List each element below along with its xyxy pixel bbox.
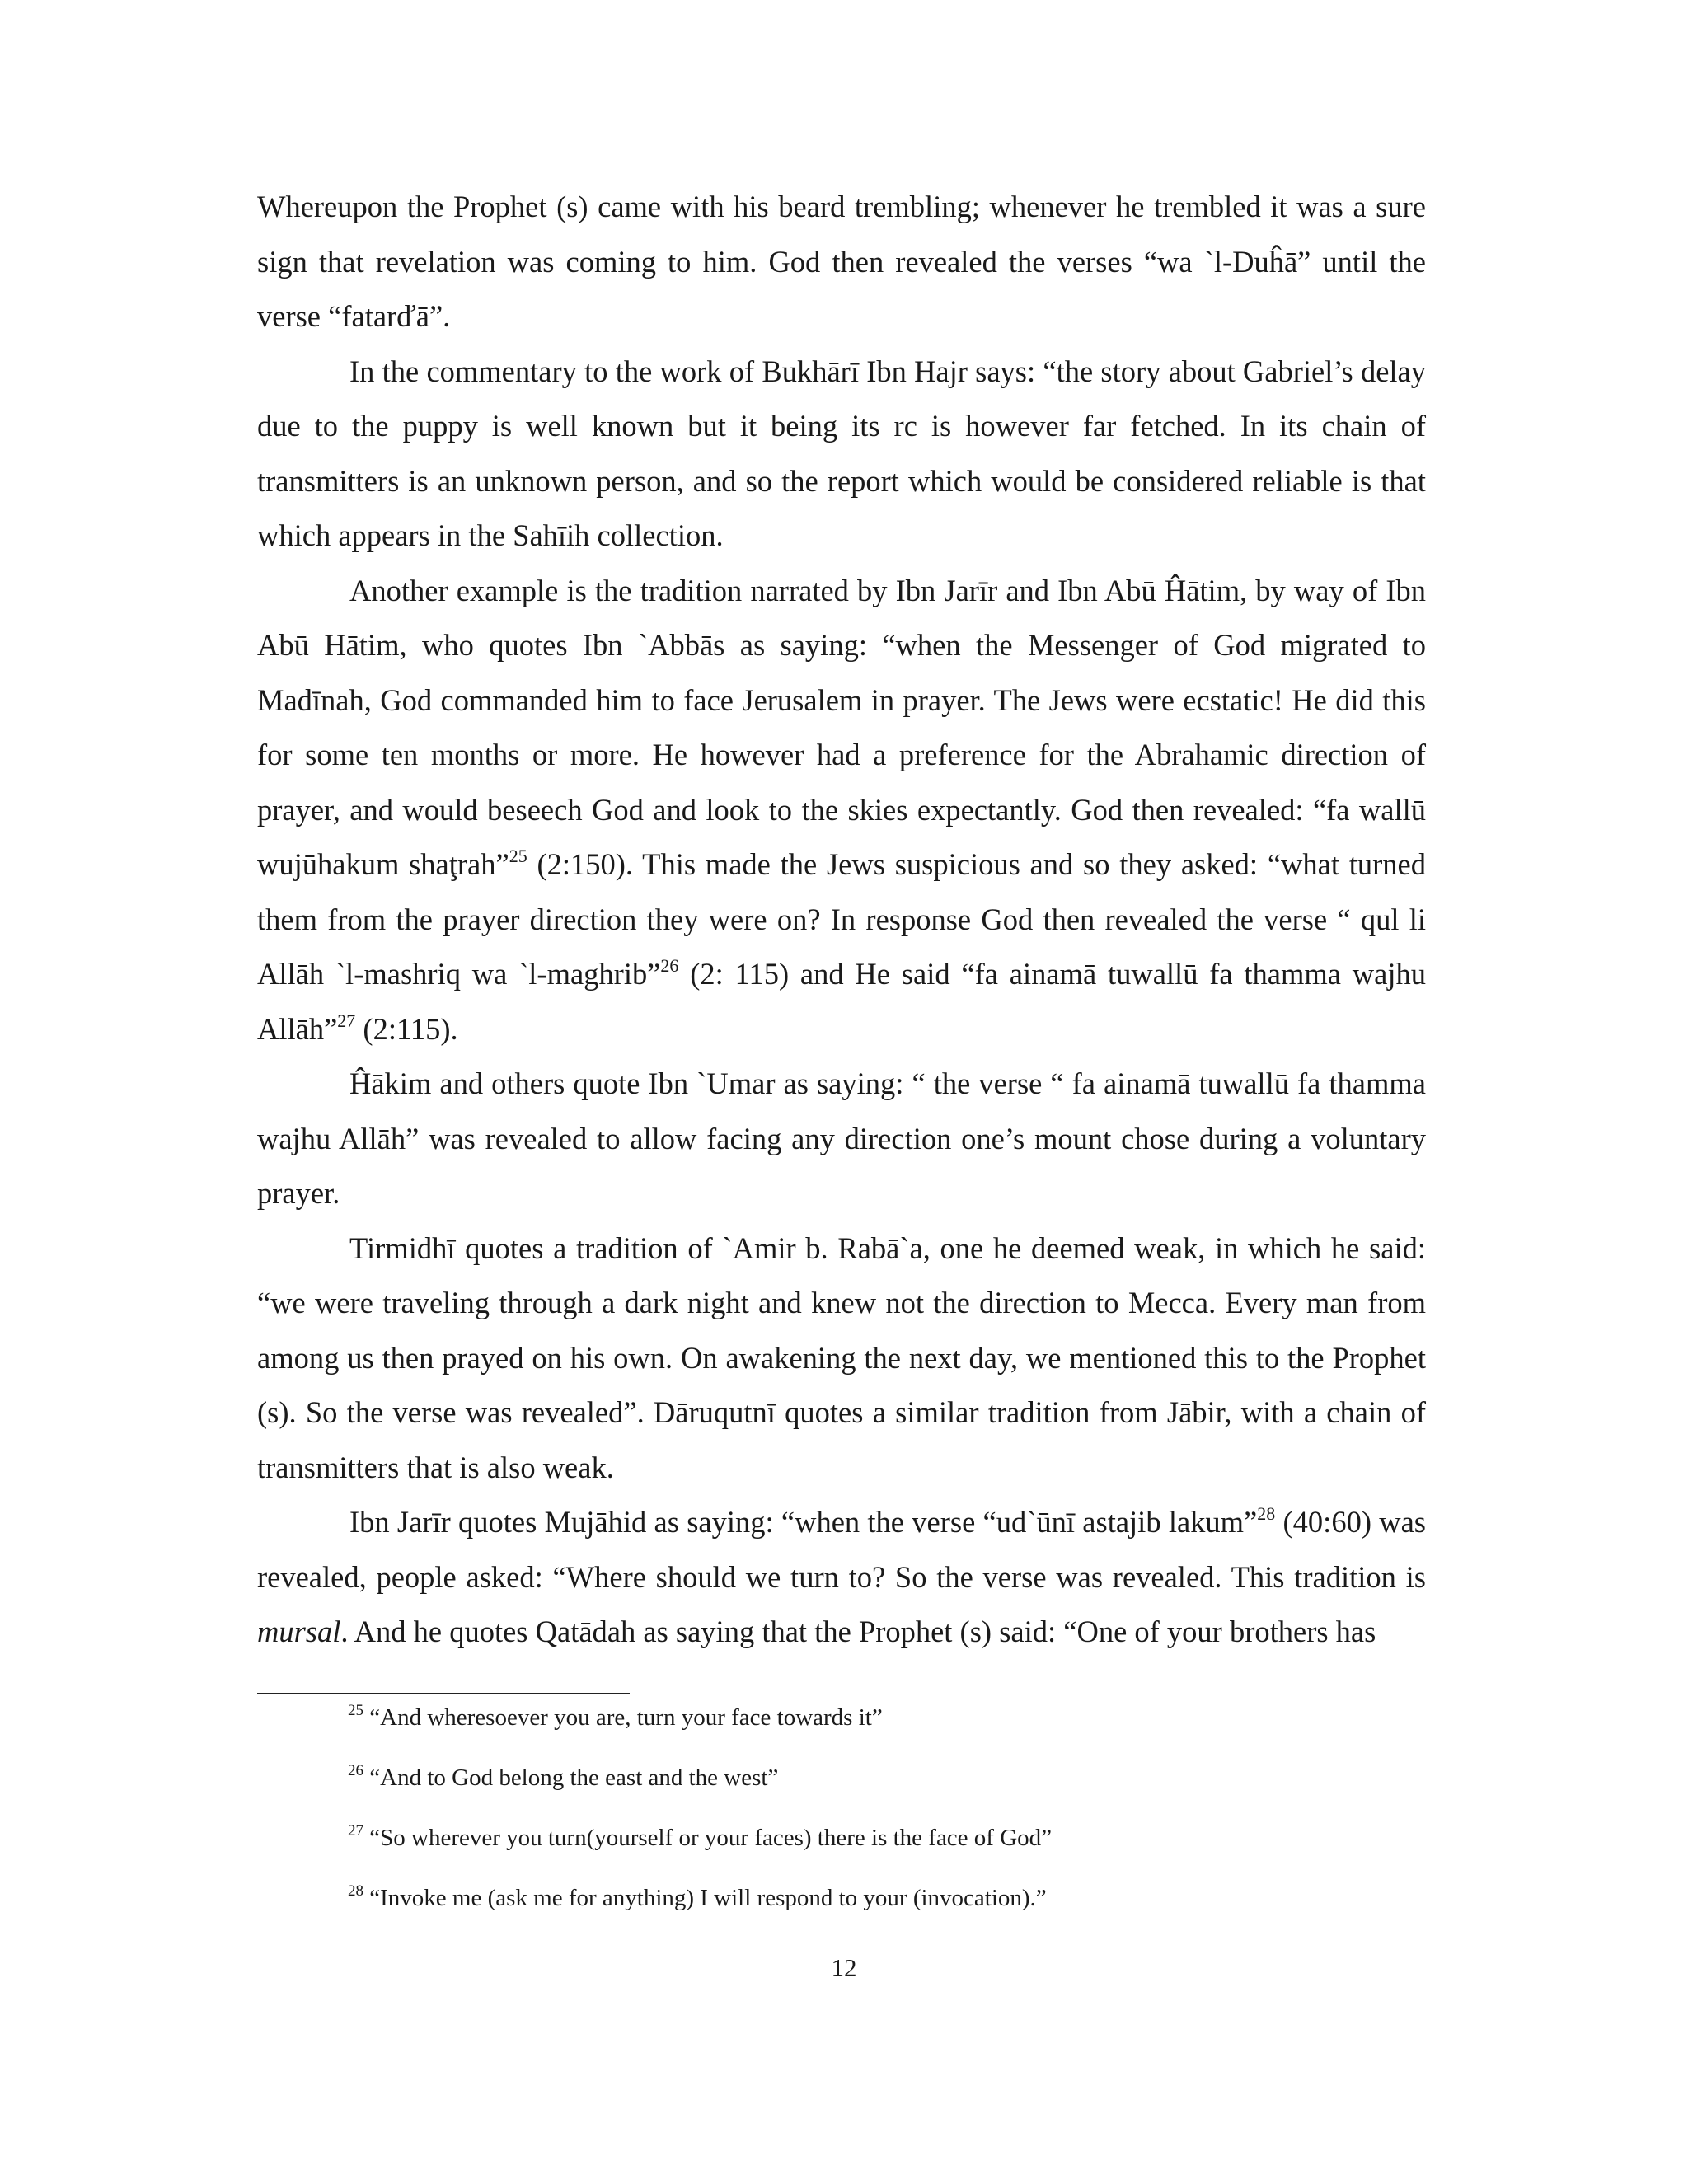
body-text bbox=[257, 180, 1426, 1660]
footnote-ref-26: 26 bbox=[660, 955, 679, 976]
footnote-ref-25: 25 bbox=[509, 846, 528, 866]
paragraph-1: Whereupon the Prophet (s) came with his beard trembling; whenever he trembled it was a sure sign that revelation was coming to him. God then revealed the verses “wa `l-Duĥā” until the verse “fatarďā”. bbox=[257, 190, 1426, 333]
footnote-25: $^{25}$ “And wheresoever you are, turn your face towards it” bbox=[348, 1702, 883, 1731]
paragraph-4: Ĥākim and others quote Ibn `Umar as saying: “ the verse “ fa ainamā tuwallū fa thamma wajhu Allāh” was revealed to allow facing any direction one’s mount chose during a voluntary prayer. bbox=[257, 1066, 1426, 1210]
paragraph-3: Another example is the tradition narrated by Ibn Jarīr and Ibn Abū Ĥātim, by way of Ibn Abū Hātim, who quotes Ibn `Abbās as saying: “when the Messenger of God migrated to Madīnah, God commanded him to face Jerusalem in prayer. The Jews were ecstatic! He did this for some ten months or more. He however had a preference for the Abrahamic direction of prayer, and would beseech God and look to the skies expectantly. God then revealed: “fa wallū wujūhakum shaţrah”$^{25}$ (2:150). This made the Jews suspicious and so they asked: “what turned them from the prayer direction they were on? In response God then revealed the verse “ qul li Allāh `l-mashriq wa `l-maghrib”$^{26}$ (2: 115) and He said “fa ainamā tuwallū fa thamma wajhu Allāh”$^{27}$ (2:115). bbox=[257, 573, 1426, 1046]
footnote-28: $^{28}$ “Invoke me (ask me for anything) I will respond to your (invocation).” bbox=[348, 1882, 1047, 1911]
footnote-ref-28: 28 bbox=[1257, 1503, 1276, 1524]
footnote-27: $^{27}$ “So wherever you turn(yourself or your faces) there is the face of God” bbox=[348, 1822, 1053, 1851]
emphasis-mursal: mursal bbox=[257, 1615, 341, 1648]
page-number: 12 bbox=[831, 1953, 857, 1982]
paragraph-5: Tirmidhī quotes a tradition of `Amir b. Rabā`a, one he deemed weak, in which he said: “we were traveling through a dark night and knew not the direction to Mecca. Every man from among us then prayed on his own. On awakening the next day, we mentioned this to the Prophet (s). So the verse was revealed”. Dāruqutnī quotes a similar tradition from Jābir, with a chain of transmitters that is also weak. bbox=[257, 1230, 1426, 1484]
paragraph-2: In the commentary to the work of Bukhārī Ibn Hajr says: “the story about Gabriel’s delay due to the puppy is well known but it being its rc is however far fetched. In its chain of transmitters is an unknown person, and so the report which would be considered reliable is that which appears in the Sahīih collection. bbox=[257, 354, 1426, 552]
footnote-ref-27: 27 bbox=[337, 1010, 356, 1031]
footnote-separator bbox=[257, 1693, 630, 1694]
paragraph-6: Ibn Jarīr quotes Mujāhid as saying: “when the verse “ud`ūnī astajib lakum”$^{28}$ (40:60) was revealed, people asked: “Where should we turn to? So the verse was revealed. This tradition is mursal. And he quotes Qatādah as saying that the Prophet (s) said: “One of your brothers has bbox=[257, 1503, 1426, 1648]
footnote-26: $^{26}$ “And to God belong the east and the west” bbox=[348, 1762, 779, 1791]
